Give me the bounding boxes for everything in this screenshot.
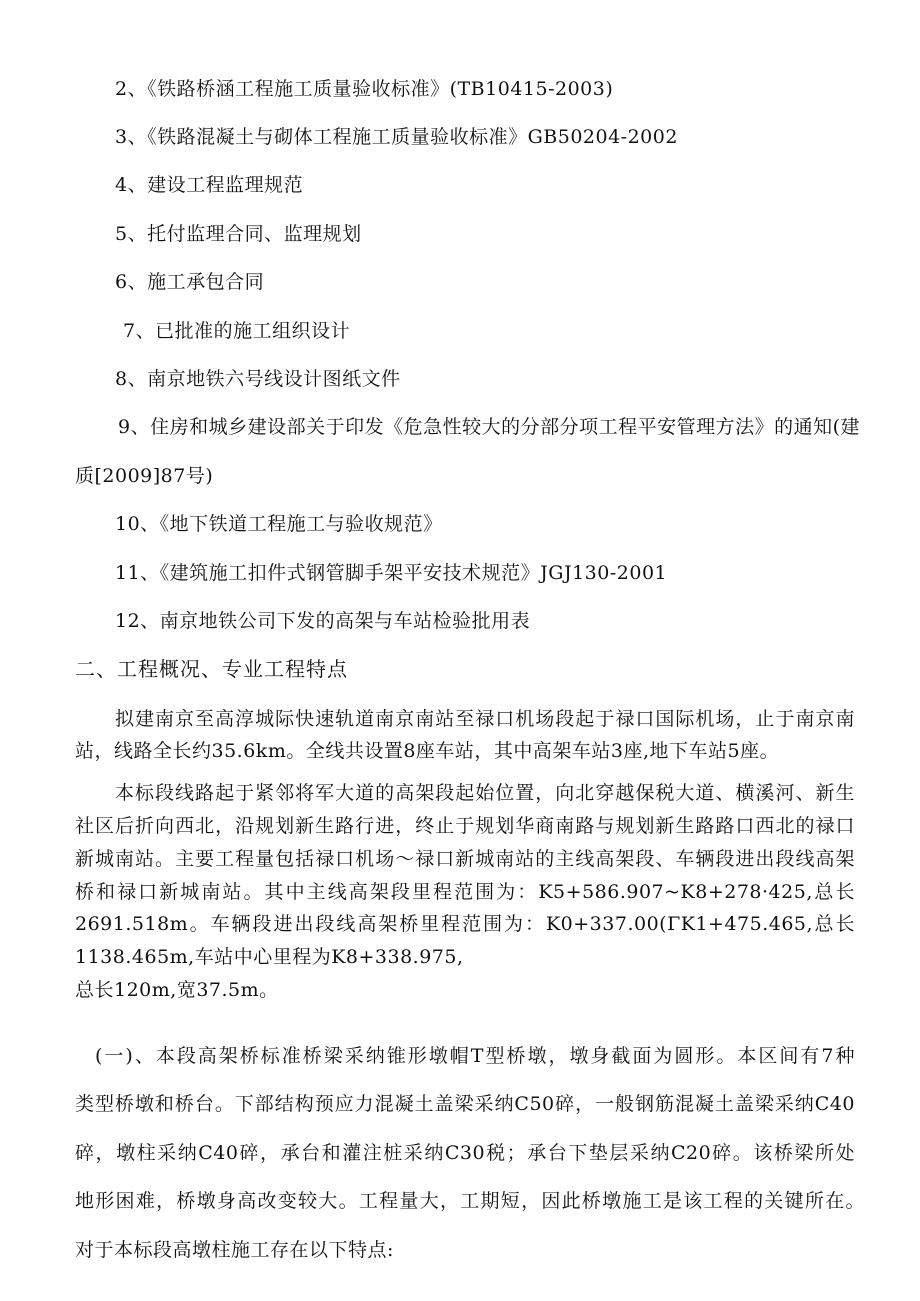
section-heading: 二、工程概况、专业工程特点 xyxy=(75,657,348,681)
paragraph-line: 碎，墩柱采纳C40碎，承台和灌注桩采纳C30税；承台下垫层采纳C20碎。该桥梁所处 xyxy=(75,1142,855,1164)
paragraph-line: 站，线路全长约35.6km。全线共设置8座车站，其中高架车站3座,地下车站5座。 xyxy=(75,740,780,762)
reference-item-9-continued: 质[2009]87号) xyxy=(75,465,214,487)
paragraph-line: 本标段线路起于紧邻将军大道的高架段起始位置，向北穿越保税大道、横溪河、新生 xyxy=(115,782,855,804)
paragraph-line: 类型桥墩和桥台。下部结构预应力混凝土盖梁采纳C50碎，一般钢筋混凝土盖梁采纳C40 xyxy=(75,1093,855,1115)
reference-item-3: 3、《铁路混凝土与砌体工程施工质量验收标准》GB50204-2002 xyxy=(115,126,678,148)
reference-item-12: 12、南京地铁公司下发的高架与车站检验批用表 xyxy=(115,610,531,632)
paragraph-line: 1138.465m,车站中心里程为K8+338.975, xyxy=(75,946,464,968)
paragraph-line: 2691.518m。车辆段进出段线高架桥里程范围为：K0+337.00(ΓK1+475.465,总长 xyxy=(75,913,855,935)
reference-item-6: 6、施工承包合同 xyxy=(115,271,265,293)
reference-item-11: 11、《建筑施工扣件式钢管脚手架平安技术规范》JGJ130-2001 xyxy=(115,562,668,584)
reference-item-8: 8、南京地铁六号线设计图纸文件 xyxy=(115,368,401,390)
paragraph-line: (一)、本段高架桥标准桥梁采纳锥形墩帽T型桥墩，墩身截面为圆形。本区间有7种 xyxy=(95,1045,855,1067)
paragraph-line: 拟建南京至高淳城际快速轨道南京南站至禄口机场段起于禄口国际机场，止于南京南 xyxy=(115,708,855,730)
reference-item-10: 10、《地下铁道工程施工与验收规范》 xyxy=(115,513,443,535)
reference-item-4: 4、建设工程监理规范 xyxy=(115,174,304,196)
reference-item-5: 5、托付监理合同、监理规划 xyxy=(115,223,362,245)
paragraph-line: 地形困难，桥墩身高改变较大。工程量大，工期短，因此桥墩施工是该工程的关键所在。 xyxy=(75,1190,865,1212)
reference-item-9: 9、住房和城乡建设部关于印发《危急性较大的分部分项工程平安管理方法》的通知(建 xyxy=(118,416,861,438)
paragraph-line: 桥和禄口新城南站。其中主线高架段里程范围为：K5+586.907~K8+278·425,总长 xyxy=(75,881,855,903)
paragraph-line: 新城南站。主要工程量包括禄口机场～禄口新城南站的主线高架段、车辆段进出段线高架 xyxy=(75,848,855,870)
paragraph-line: 对于本标段高墩柱施工存在以下特点: xyxy=(75,1239,394,1261)
reference-item-7: 7、已批准的施工组织设计 xyxy=(123,320,351,342)
paragraph-line: 总长120m,宽37.5m。 xyxy=(75,979,279,1001)
reference-item-2: 2、《铁路桥涵工程施工质量验收标准》(TB10415-2003) xyxy=(115,78,614,100)
paragraph-line: 社区后折向西北，沿规划新生路行进，终止于规划华商南路与规划新生路路口西北的禄口 xyxy=(75,815,855,837)
